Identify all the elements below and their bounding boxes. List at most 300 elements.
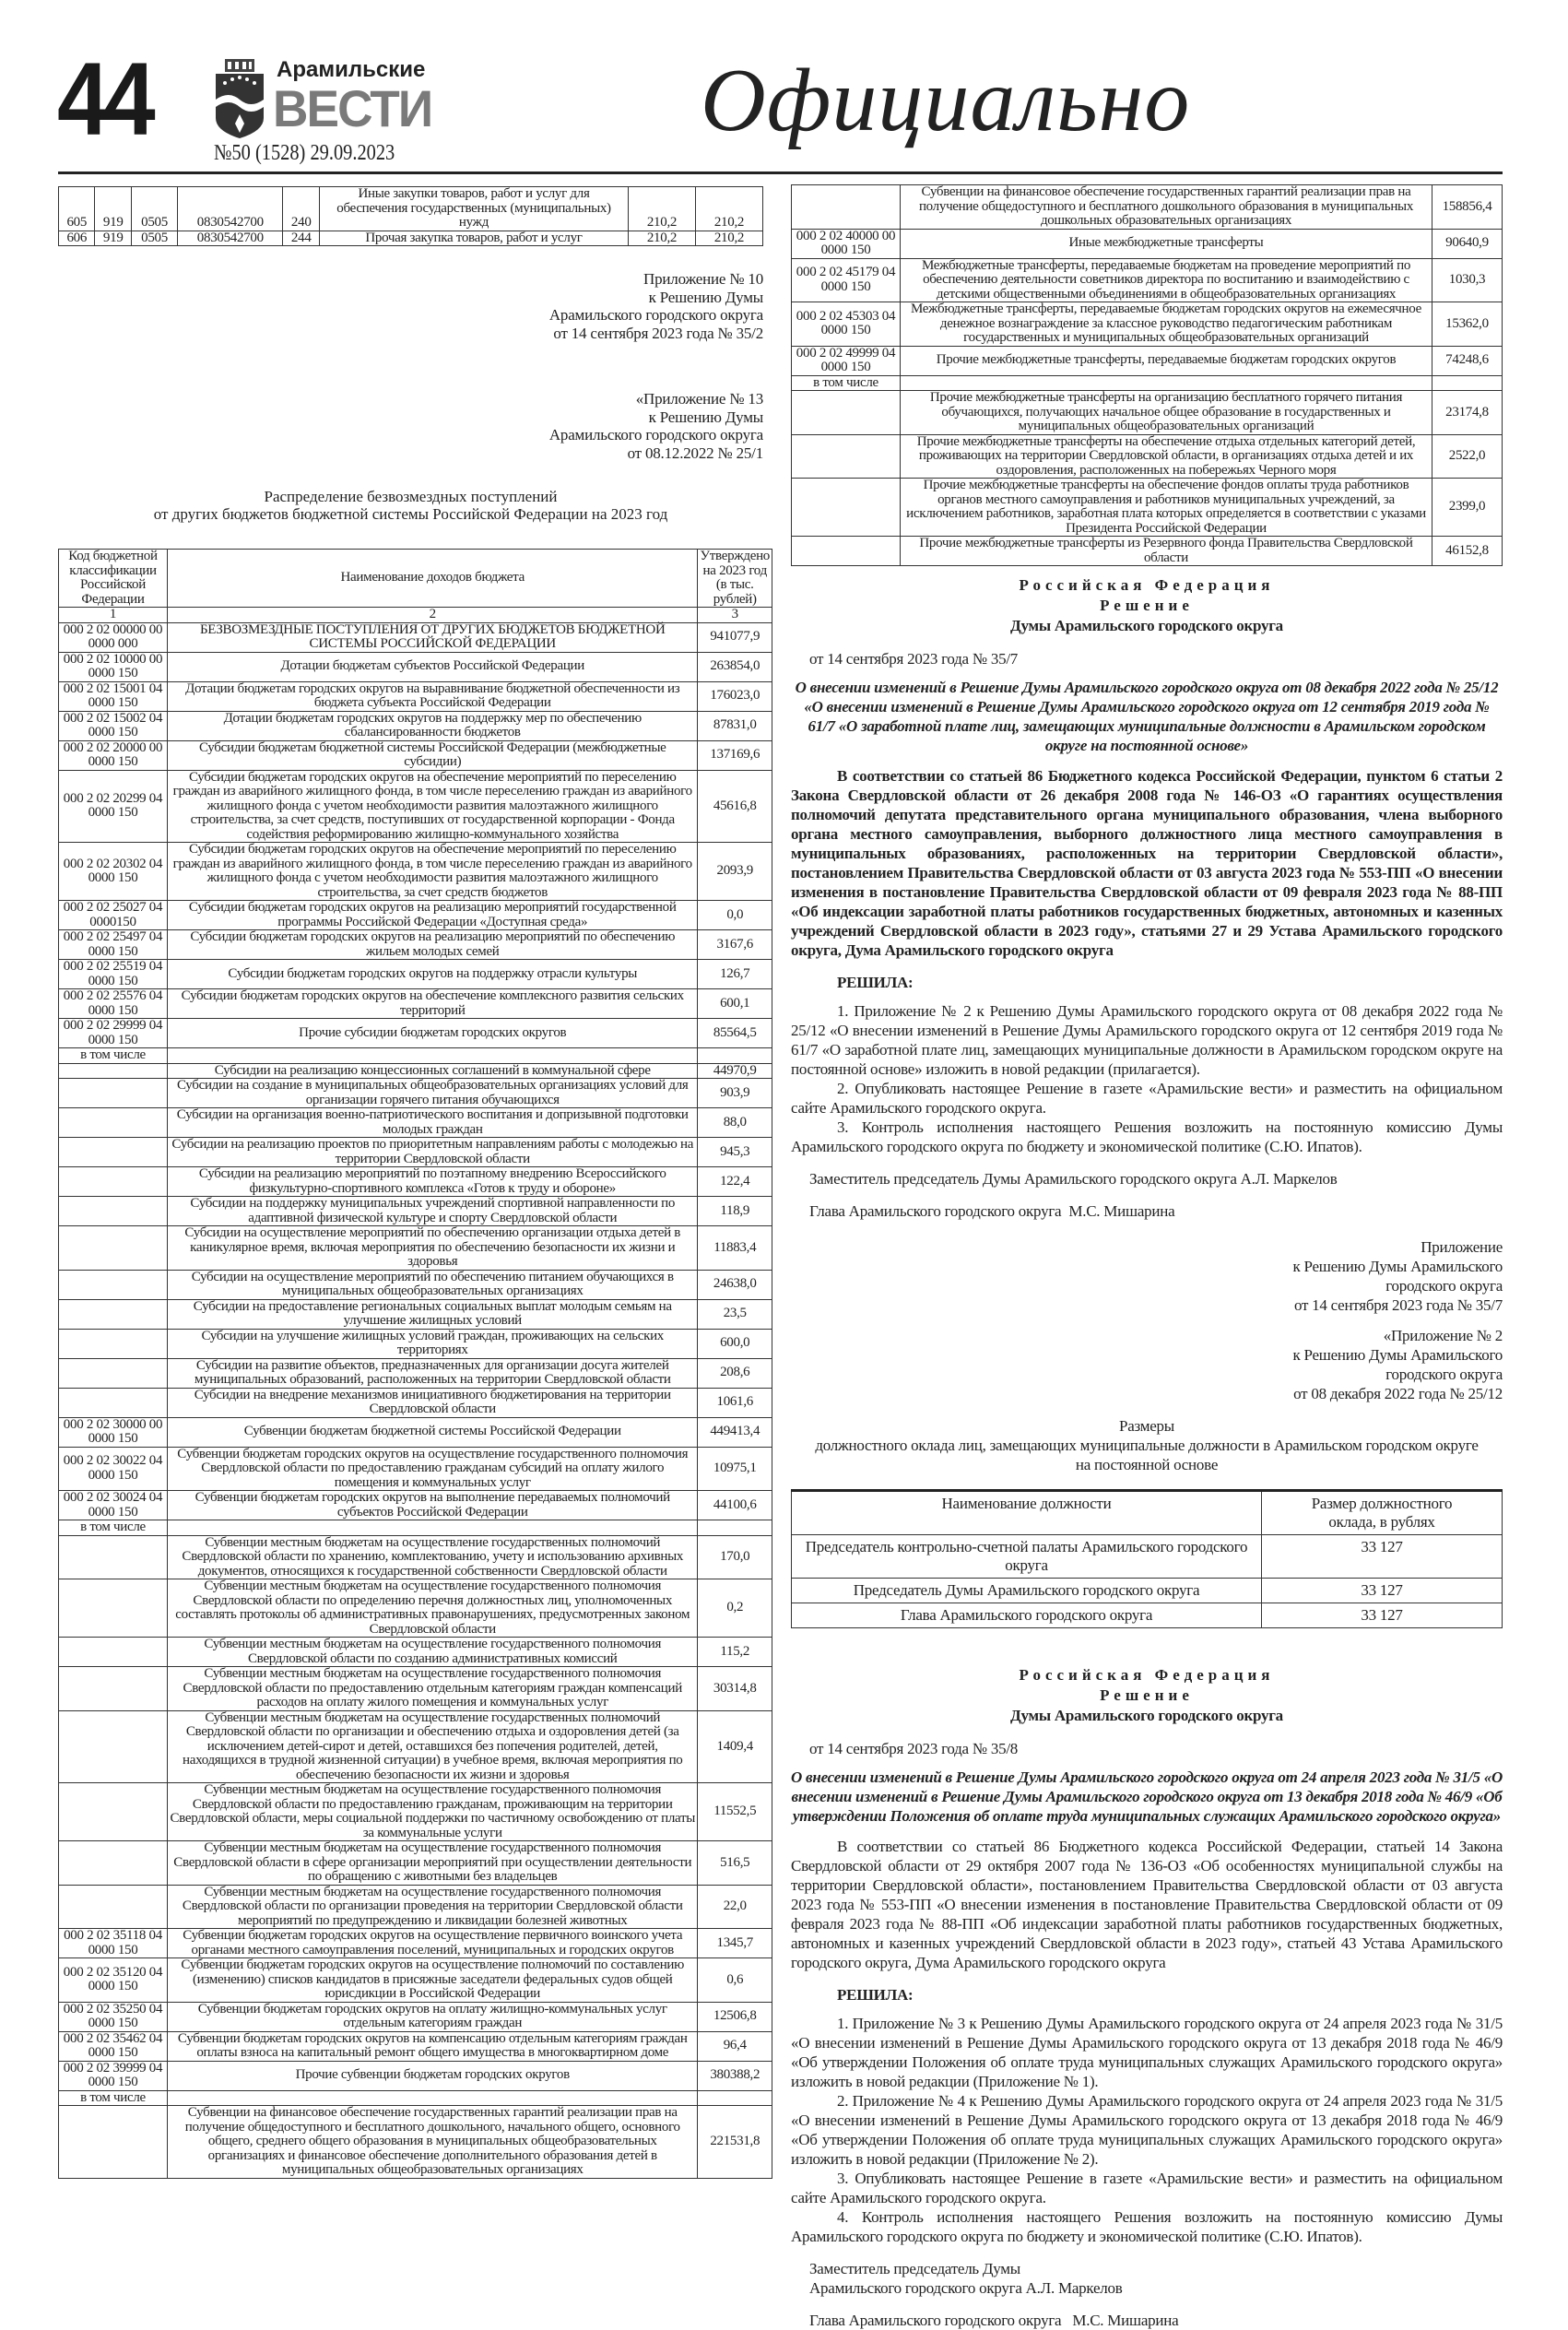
cell-name bbox=[168, 2090, 698, 2106]
cell-name: Прочие межбюджетные трансферты из Резервного фонда Правительства Свердловской области bbox=[901, 537, 1432, 566]
cell-code: 000 2 02 20302 04 0000 150 bbox=[59, 843, 168, 901]
cell-name: Иные закупки товаров, работ и услуг для обеспечения государственных (муниципальных) нужд bbox=[320, 187, 629, 231]
title-line: Распределение безвозмездных поступлений bbox=[264, 488, 558, 505]
table-row bbox=[59, 901, 772, 930]
cell-code: 000 2 02 35462 04 0000 150 bbox=[59, 2031, 168, 2061]
cell-value: 210,2 bbox=[696, 187, 763, 231]
logo-line1: Арамильские bbox=[277, 57, 426, 82]
header-value: Утверждено на 2023 год (в тыс. рублей) bbox=[698, 550, 772, 608]
table-row bbox=[59, 2031, 772, 2061]
cell-name: Субсидии бюджетам городских округов на реализацию мероприятий государственной программы Российской Федерации «Доступная среда» bbox=[168, 901, 698, 930]
cell-name: Субсидии бюджетам городских округов на обеспечение мероприятий по переселению граждан из аварийного жилищного фонда, в том числе переселению граждан из аварийного жилищного фонда с учетом необходимости развития малоэтажного жилищного строительства, за счет средств бюджетов bbox=[168, 843, 698, 901]
appendix-line: к Решению Думы Арамильского bbox=[1292, 1258, 1503, 1275]
cell-name: Субвенции местным бюджетам на осуществление государственного полномочия Свердловской области по предоставлению гражданам, проживающим на территории Свердловской области, меры социальной поддержки по частичному освобождению от платы за коммунальные услуги bbox=[168, 1783, 698, 1841]
cell-name: Межбюджетные трансферты, передаваемые бюджетам на проведение мероприятий по обеспечению деятельности советников директора по воспитанию и взаимодействию с детскими общественными объединениями в общеобразовательных организациях bbox=[901, 258, 1432, 302]
cell-name: Субсидии на реализацию мероприятий по поэтапному внедрению Всероссийского физкультурно-спортивного комплекса «Готов к труду и обороне» bbox=[168, 1167, 698, 1197]
cell-value: 170,0 bbox=[698, 1535, 772, 1579]
cell-name bbox=[168, 1520, 698, 1536]
cell-value: 2522,0 bbox=[1432, 434, 1503, 479]
cell-value: 3167,6 bbox=[698, 930, 772, 960]
table-row bbox=[59, 1270, 772, 1299]
cell-gr: 919 bbox=[95, 231, 131, 246]
appendix-line: городского округа bbox=[1385, 1366, 1503, 1383]
cell-code bbox=[59, 1638, 168, 1667]
cell-value: 24638,0 bbox=[698, 1270, 772, 1299]
issue-number: №50 (1528) 29.09.2023 bbox=[214, 141, 395, 165]
appendix-line: Арамильского городского округа bbox=[548, 426, 763, 444]
cell-code bbox=[59, 1841, 168, 1886]
cell-value: 600,0 bbox=[698, 1329, 772, 1358]
cell-code: в том числе bbox=[59, 1520, 168, 1536]
cell-code: 000 2 02 49999 04 0000 150 bbox=[792, 346, 901, 375]
cell-type: 244 bbox=[283, 231, 320, 246]
cell-target: 0830542700 bbox=[178, 231, 283, 246]
decision2-preamble: В соответствии со статьей 86 Бюджетного кодекса Российской Федерации, статьей 14 Закона Свердловской области от 29 октября 2007 года № 136-ОЗ «Об особенностях муниципальной службы на территории Свердловской области», постановлением Правительства Свердловской области от 03 августа 2023 года № 553-ПП «О внесении изменения в постановление Правительства Свердловской области от 09 февраля 2023 года № 88-ПП «Об индексации заработной платы работников государственных бюджетных, автономных и казенных учреждений Свердловской области в 2023 году», статьей 43 Устава Арамильского городского округа, Дума Арамильского городского округа bbox=[791, 1838, 1503, 1971]
cell-value: 23174,8 bbox=[1432, 391, 1503, 435]
section-title: Официально bbox=[701, 51, 1191, 150]
cell-value: 941077,9 bbox=[698, 622, 772, 652]
cell-value: 380388,2 bbox=[698, 2061, 772, 2090]
col-number: 1 bbox=[59, 608, 168, 623]
cell-value: 87831,0 bbox=[698, 711, 772, 740]
cell-value: 12506,8 bbox=[698, 2002, 772, 2031]
decision1-title: О внесении изменений в Решение Думы Арамильского городского округа от 08 декабря 2022 года № 25/12 «О внесении изменений в Решение Думы Арамильского городского округа от 12 сентября 2019 года № 61/7 «О заработной плате лиц, замещающих муниципальные должности в Арамильском городском округе на постоянной основе» bbox=[795, 679, 1499, 754]
table-row bbox=[59, 1447, 772, 1491]
title-line: должностного оклада лиц, замещающих муниципальные должности в Арамильском городском округе на постоянной основе bbox=[815, 1437, 1479, 1473]
cell-code bbox=[59, 1226, 168, 1271]
cell-name: Субвенции бюджетам городских округов на осуществление полномочий по составлению (изменению) списков кандидатов в присяжные заседатели федеральных судов общей юрисдикции в Российской Федерации bbox=[168, 1958, 698, 2003]
decision-item: 1. Приложение № 2 к Решению Думы Арамильского городского округа от 08 декабря 2022 года № 25/12 «О внесении изменений в Решение Думы Арамильского городского округа от 12 сентября 2019 года № 61/7 «О заработной плате лиц, замещающих муниципальные должности в Арамильском городском округе на постоянной основе» изложить в новой редакции (прилагается). bbox=[791, 1002, 1503, 1078]
cell-name: Субвенции бюджетам городских округов на осуществление первичного воинского учета органами местного самоуправления поселений, муниципальных и городских округов bbox=[168, 1929, 698, 1958]
cell-value: 176023,0 bbox=[698, 681, 772, 711]
cell-value: 903,9 bbox=[698, 1079, 772, 1108]
cell-name: Субсидии на реализацию концессионных соглашений в коммунальной сфере bbox=[168, 1063, 698, 1079]
table-row bbox=[59, 1108, 772, 1138]
decision-item: 2. Приложение № 4 к Решению Думы Арамильского городского округа от 24 апреля 2023 года № 31/5 «О внесении изменений в Решение Думы Арамильского городского округа от 13 декабря 2018 года № 46/9 «Об утверждении Положения об оплате труда муниципальных служащих Арамильского городского округа» изложить в новой редакции (Приложение № 2). bbox=[791, 2092, 1503, 2168]
decision2-date: от 14 сентября 2023 года № 35/8 bbox=[809, 1740, 1019, 1757]
cell-code bbox=[59, 1535, 168, 1579]
decision1-signature-head: Глава Арамильского городского округа М.С. Мишарина bbox=[809, 1202, 1175, 1220]
table-row bbox=[59, 1197, 772, 1226]
decision2-resolved: РЕШИЛА: bbox=[837, 1986, 914, 2004]
table-row bbox=[59, 1299, 772, 1329]
cell-name: Субсидии на организация военно-патриотического воспитания и допризывной подготовки молодых граждан bbox=[168, 1108, 698, 1138]
doc-type-heading: Решение bbox=[1100, 1686, 1194, 1704]
decision1-appendix2-note bbox=[791, 1326, 1503, 1403]
cell-value: 210,2 bbox=[629, 231, 696, 246]
decision2-signature-head: Глава Арамильского городского округа М.С. Мишарина bbox=[809, 2312, 1179, 2329]
decision1-date: от 14 сентября 2023 года № 35/7 bbox=[809, 650, 1019, 668]
cell-code: 000 2 02 25519 04 0000 150 bbox=[59, 960, 168, 989]
table-row bbox=[792, 1579, 1503, 1603]
country-heading: Российская Федерация bbox=[1019, 576, 1275, 594]
cell-code bbox=[59, 1783, 168, 1841]
cell-name: Субсидии на улучшение жилищных условий граждан, проживающих на сельских территориях bbox=[168, 1329, 698, 1358]
cell-value: 74248,6 bbox=[1432, 346, 1503, 375]
table-row bbox=[59, 187, 763, 231]
revenue-table bbox=[58, 549, 772, 2179]
table-row bbox=[59, 1535, 772, 1579]
decision1-items bbox=[791, 1001, 1503, 1156]
cell-code bbox=[59, 1579, 168, 1638]
table-row bbox=[792, 375, 1503, 391]
cell-value: 90640,9 bbox=[1432, 229, 1503, 258]
table-row bbox=[59, 930, 772, 960]
header-salary: Размер должностного оклада, в рублях bbox=[1262, 1491, 1503, 1535]
cell-code: в том числе bbox=[792, 375, 901, 391]
appendix-line: Приложение bbox=[1421, 1238, 1503, 1256]
newspaper-logo bbox=[212, 57, 433, 140]
cell-name: Субсидии на реализацию проектов по приоритетным направлениям работы с молодежью на территории Свердловской области bbox=[168, 1138, 698, 1167]
cell-value: 945,3 bbox=[698, 1138, 772, 1167]
cell-value: 2399,0 bbox=[1432, 479, 1503, 537]
table-row bbox=[59, 1638, 772, 1667]
cell-code bbox=[59, 1138, 168, 1167]
appendix-line: от 14 сентября 2023 года № 35/2 bbox=[553, 324, 763, 342]
cell-num: 606 bbox=[59, 231, 95, 246]
cell-code bbox=[59, 1108, 168, 1138]
cell-code: 000 2 02 25576 04 0000 150 bbox=[59, 989, 168, 1019]
table-row bbox=[59, 1783, 772, 1841]
header-name: Наименование доходов бюджета bbox=[168, 550, 698, 608]
cell-name: Субвенции местным бюджетам на осуществление государственного полномочия Свердловской области по предоставлению отдельным категориям граждан компенсаций расходов на оплату жилого помещения и коммунальных услуг bbox=[168, 1667, 698, 1711]
cell-value: 30314,8 bbox=[698, 1667, 772, 1711]
cell-name: Дотации бюджетам субъектов Российской Федерации bbox=[168, 652, 698, 681]
cell-value: 1030,3 bbox=[1432, 258, 1503, 302]
cell-name: Субсидии бюджетам бюджетной системы Российской Федерации (межбюджетные субсидии) bbox=[168, 740, 698, 770]
cell-value: 221531,8 bbox=[698, 2106, 772, 2179]
cell-code bbox=[59, 1063, 168, 1079]
table-row bbox=[59, 989, 772, 1019]
decision1-appendix-note bbox=[791, 1237, 1503, 1315]
table-row bbox=[59, 1358, 772, 1388]
cell-name: Субвенции местным бюджетам на осуществление государственных полномочий Свердловской области по организации и обеспечению отдыха и оздоровления детей (за исключением детей-сирот и детей, оставшихся без попечения родителей, детей, находящихся в трудной жизненной ситуации) в учебное время, включая мероприятия по обеспечению безопасности их жизни и здоровья bbox=[168, 1710, 698, 1783]
cell-value: 0,2 bbox=[698, 1579, 772, 1638]
cell-salary: 33 127 bbox=[1262, 1535, 1503, 1579]
cell-section: 0505 bbox=[131, 187, 177, 231]
table-row bbox=[792, 346, 1503, 375]
cell-name: Прочие межбюджетные трансферты на обеспечение отдыха отдельных категорий детей, проживающих на территории Свердловской области, в организациях отдыха детей и их оздоровления, расположенных на побережьях Черного моря bbox=[901, 434, 1432, 479]
appendix-line: к Решению Думы bbox=[648, 408, 763, 426]
table-row bbox=[792, 391, 1503, 435]
table-row bbox=[59, 1063, 772, 1079]
decision2-header bbox=[791, 1665, 1503, 1726]
decision-item: 4. Контроль исполнения настоящего Решения возложить на постоянную комиссию Думы Арамильского городского округа по бюджету и экономической политике (С.Ю. Ипатов). bbox=[791, 2208, 1503, 2245]
signature-line: Заместитель председатель Думы bbox=[809, 2260, 1020, 2277]
cell-value: 0,6 bbox=[698, 1958, 772, 2003]
table-row bbox=[792, 434, 1503, 479]
table-row bbox=[792, 185, 1503, 230]
table-row bbox=[792, 479, 1503, 537]
cell-name bbox=[901, 375, 1432, 391]
cell-value: 158856,4 bbox=[1432, 185, 1503, 230]
appendix-line: к Решению Думы Арамильского bbox=[1292, 1346, 1503, 1364]
cell-value: 96,4 bbox=[698, 2031, 772, 2061]
cell-name: Субвенции на финансовое обеспечение государственных гарантий реализации прав на получение общедоступного и бесплатного дошкольного, начального общего, основного общего, среднего общего образования в муниципальных общеобразовательных организациях и финансовое обеспечение дополнительного образования детей в муниципальных общеобразовательных организациях bbox=[168, 2106, 698, 2179]
cell-name: Межбюджетные трансферты, передаваемые бюджетам городских округов на ежемесячное денежное вознаграждение за классное руководство педагогическим работникам государственных и муниципальных общеобразовательных организаций bbox=[901, 302, 1432, 347]
cell-code: 000 2 02 10000 00 0000 150 bbox=[59, 652, 168, 681]
cell-code bbox=[792, 537, 901, 566]
table-row bbox=[59, 843, 772, 901]
cell-name: БЕЗВОЗМЕЗДНЫЕ ПОСТУПЛЕНИЯ ОТ ДРУГИХ БЮДЖЕТОВ БЮДЖЕТНОЙ СИСТЕМЫ РОССИЙСКОЙ ФЕДЕРАЦИИ bbox=[168, 622, 698, 652]
cell-target: 0830542700 bbox=[178, 187, 283, 231]
cell-value: 88,0 bbox=[698, 1108, 772, 1138]
cell-code: 000 2 02 30022 04 0000 150 bbox=[59, 1447, 168, 1491]
cell-code bbox=[59, 1329, 168, 1358]
cell-name: Субвенции местным бюджетам на осуществление государственного полномочия Свердловской области по созданию административных комиссий bbox=[168, 1638, 698, 1667]
cell-gr: 919 bbox=[95, 187, 131, 231]
right-column bbox=[791, 184, 1503, 2330]
cell-value: 600,1 bbox=[698, 989, 772, 1019]
decision2-title: О внесении изменений в Решение Думы Арамильского городского округа от 24 апреля 2023 года № 31/5 «О внесении изменений в Решение Думы Арамильского городского округа от 13 декабря 2018 года № 46/9 «Об утверждении Положения об оплате труда муниципальных служащих Арамильского городского округа» bbox=[791, 1768, 1503, 1825]
cell-section: 0505 bbox=[131, 231, 177, 246]
cell-name: Субсидии на осуществление мероприятий по обеспечению организации отдыха детей в каникулярное время, включая мероприятия по обеспечению безопасности их жизни и здоровья bbox=[168, 1226, 698, 1271]
cell-code bbox=[59, 1710, 168, 1783]
doc-type-heading: Решение bbox=[1100, 597, 1194, 614]
cell-value: 516,5 bbox=[698, 1841, 772, 1886]
cell-code bbox=[59, 1299, 168, 1329]
title-line: Размеры bbox=[1119, 1417, 1174, 1435]
table-row bbox=[59, 2002, 772, 2031]
cell-name: Прочая закупка товаров, работ и услуг bbox=[320, 231, 629, 246]
cell-code: 000 2 02 20000 00 0000 150 bbox=[59, 740, 168, 770]
cell-value: 0,0 bbox=[698, 901, 772, 930]
decision-item: 2. Опубликовать настоящее Решение в газете «Арамильские вести» и разместить на официальном сайте Арамильского городского округа. bbox=[791, 1080, 1503, 1117]
cell-name: Субсидии бюджетам городских округов на реализацию мероприятий по обеспечению жильем молодых семей bbox=[168, 930, 698, 960]
cell-value: 208,6 bbox=[698, 1358, 772, 1388]
appendix-line: к Решению Думы bbox=[648, 288, 763, 306]
cell-name: Субсидии на поддержку муниципальных учреждений спортивной направленности по адаптивной физической культуре и спорту Свердловской области bbox=[168, 1197, 698, 1226]
cell-name: Прочие субвенции бюджетам городских округов bbox=[168, 2061, 698, 2090]
cell-value: 1061,6 bbox=[698, 1388, 772, 1417]
cell-name: Дотации бюджетам городских округов на выравнивание бюджетной обеспеченности из бюджета субъекта Российской Федерации bbox=[168, 681, 698, 711]
table-row bbox=[59, 1579, 772, 1638]
decision1-preamble: В соответствии со статьей 86 Бюджетного кодекса Российской Федерации, пунктом 6 статьи 2 Закона Свердловской области от 26 декабря 2008 года № 146-ОЗ «О гарантиях осуществления полномочий депутата представительного органа муниципального образования, члена выборного органа местного самоуправления, выборного должностного лица местного самоуправления в муниципальных образованиях, расположенных на территории Свердловской области», постановлением Правительства Свердловской области от 03 августа 2023 года № 553-ПП «О внесении изменения в постановление Правительства Свердловской области от 09 февраля 2023 года № 88-ПП «Об индексации заработной платы работников государственных бюджетных, автономных и казенных учреждений Свердловской области в 2023 году», статьями 27 и 29 Устава Арамильского городского округа, Дума Арамильского городского округа bbox=[791, 767, 1503, 959]
table-row bbox=[59, 2061, 772, 2090]
appendix-line: от 08 декабря 2022 года № 25/12 bbox=[1293, 1385, 1503, 1402]
cell-name: Прочие межбюджетные трансферты, передаваемые бюджетам городских округов bbox=[901, 346, 1432, 375]
cell-value: 115,2 bbox=[698, 1638, 772, 1667]
table-row bbox=[59, 1138, 772, 1167]
cell-code bbox=[59, 1667, 168, 1711]
cell-value bbox=[698, 1520, 772, 1536]
cell-name bbox=[168, 1048, 698, 1064]
cell-code bbox=[792, 479, 901, 537]
cell-value: 210,2 bbox=[696, 231, 763, 246]
cell-code bbox=[59, 1270, 168, 1299]
appendix-line: Арамильского городского округа bbox=[548, 306, 763, 324]
cell-value: 85564,5 bbox=[698, 1019, 772, 1048]
cell-code bbox=[792, 434, 901, 479]
decision2-signature-deputy bbox=[791, 2259, 1503, 2298]
table-row bbox=[59, 2090, 772, 2106]
distribution-title bbox=[58, 488, 763, 523]
cell-position: Председатель контрольно-счетной палаты Арамильского городского округа bbox=[792, 1535, 1262, 1579]
cell-name: Субсидии на развитие объектов, предназначенных для организации досуга жителей муниципальных образований, расположенных на территории Свердловской области bbox=[168, 1358, 698, 1388]
cell-name: Дотации бюджетам городских округов на поддержку мер по обеспечению сбалансированности бюджетов bbox=[168, 711, 698, 740]
table-row bbox=[59, 1929, 772, 1958]
table-row bbox=[792, 1603, 1503, 1628]
cell-code: 000 2 02 20299 04 0000 150 bbox=[59, 770, 168, 843]
appendix-line: от 08.12.2022 № 25/1 bbox=[627, 444, 763, 462]
cell-code: 000 2 02 39999 04 0000 150 bbox=[59, 2061, 168, 2090]
table-row bbox=[59, 770, 772, 843]
table-row bbox=[59, 1079, 772, 1108]
decision-item: 1. Приложение № 3 к Решению Думы Арамильского городского округа от 24 апреля 2023 года № 31/5 «О внесении изменений в Решение Думы Арамильского городского округа от 13 декабря 2018 года № 46/9 «Об утверждении Положения об оплате труда муниципальных служащих Арамильского городского округа» изложить в новой редакции (Приложение № 1). bbox=[791, 2015, 1503, 2090]
cell-value: 1409,4 bbox=[698, 1710, 772, 1783]
cell-code bbox=[792, 391, 901, 435]
cell-name: Субсидии на внедрение механизмов инициативного бюджетирования на территории Свердловской области bbox=[168, 1388, 698, 1417]
cell-name: Субвенции бюджетам городских округов на оплату жилищно-коммунальных услуг отдельным категориям граждан bbox=[168, 2002, 698, 2031]
appendix-10-note bbox=[58, 270, 763, 342]
cell-code: 000 2 02 40000 00 0000 150 bbox=[792, 229, 901, 258]
cell-code bbox=[59, 1197, 168, 1226]
decision1-resolved: РЕШИЛА: bbox=[837, 974, 914, 991]
cell-name: Субсидии бюджетам городских округов на поддержку отрасли культуры bbox=[168, 960, 698, 989]
cell-code bbox=[59, 1167, 168, 1197]
expense-table-fragment bbox=[58, 186, 763, 246]
cell-salary: 33 127 bbox=[1262, 1579, 1503, 1603]
column-number-row bbox=[59, 608, 772, 623]
cell-code: 000 2 02 00000 00 0000 000 bbox=[59, 622, 168, 652]
decision1-header bbox=[791, 575, 1503, 636]
cell-value bbox=[698, 1048, 772, 1064]
cell-value: 23,5 bbox=[698, 1299, 772, 1329]
appendix-line: «Приложение № 13 bbox=[635, 390, 763, 408]
page-number: 44 bbox=[57, 41, 151, 157]
cell-name: Субсидии бюджетам городских округов на обеспечение мероприятий по переселению граждан из аварийного жилищного фонда, в том числе переселению граждан из аварийного жилищного фонда с учетом необходимости развития малоэтажного жилищного строительства, за счет средств, поступивших от государственной корпорации - Фонда содействия реформированию жилищно-коммунального хозяйства bbox=[168, 770, 698, 843]
header-code: Код бюджетной классификации Российской Федерации bbox=[59, 550, 168, 608]
table-row bbox=[59, 740, 772, 770]
table-header-row bbox=[792, 1491, 1503, 1535]
decision2-items bbox=[791, 2014, 1503, 2246]
appendix-line: от 14 сентября 2023 года № 35/7 bbox=[1293, 1296, 1503, 1314]
table-row bbox=[792, 229, 1503, 258]
table-row bbox=[59, 1329, 772, 1358]
cell-code: в том числе bbox=[59, 1048, 168, 1064]
table-row bbox=[59, 1019, 772, 1048]
cell-value: 122,4 bbox=[698, 1167, 772, 1197]
cell-value: 2093,9 bbox=[698, 843, 772, 901]
cell-value: 126,7 bbox=[698, 960, 772, 989]
table-row bbox=[59, 1710, 772, 1783]
table-row bbox=[59, 681, 772, 711]
cell-name: Субвенции местным бюджетам на осуществление государственного полномочия Свердловской области по определению перечня должностных лиц, уполномоченных составлять протоколы об административных правонарушениях, предусмотренных законом Свердловской области bbox=[168, 1579, 698, 1638]
cell-code: 000 2 02 25497 04 0000 150 bbox=[59, 930, 168, 960]
cell-position: Глава Арамильского городского округа bbox=[792, 1603, 1262, 1628]
table-row bbox=[59, 231, 763, 246]
cell-name: Субвенции бюджетам городских округов на выполнение передаваемых полномочий субъектов Российской Федерации bbox=[168, 1491, 698, 1520]
cell-value: 46152,8 bbox=[1432, 537, 1503, 566]
decision-item: 3. Контроль исполнения настоящего Решения возложить на постоянную комиссию Думы Арамильского городского округа по бюджету и экономической политике (С.Ю. Ипатов). bbox=[791, 1118, 1503, 1155]
cell-num: 605 bbox=[59, 187, 95, 231]
cell-value: 118,9 bbox=[698, 1197, 772, 1226]
cell-value: 44100,6 bbox=[698, 1491, 772, 1520]
cell-value: 263854,0 bbox=[698, 652, 772, 681]
col-number: 2 bbox=[168, 608, 698, 623]
cell-name: Субсидии на создание в муниципальных общеобразовательных организациях условий для организации горячего питания обучающихся bbox=[168, 1079, 698, 1108]
decision-item: 3. Опубликовать настоящее Решение в газете «Арамильские вести» и разместить на официальном сайте Арамильского городского округа. bbox=[791, 2170, 1503, 2206]
table-row bbox=[59, 1226, 772, 1271]
cell-code bbox=[59, 1079, 168, 1108]
table-row bbox=[59, 960, 772, 989]
cell-value: 1345,7 bbox=[698, 1929, 772, 1958]
cell-name: Субвенции местным бюджетам на осуществление государственных полномочий Свердловской области по хранению, комплектованию, учету и использованию архивных документов, относящихся к государственной собственности Свердловской области bbox=[168, 1535, 698, 1579]
salary-table bbox=[791, 1489, 1503, 1628]
cell-name: Прочие межбюджетные трансферты на организацию бесплатного горячего питания обучающихся, получающих начальное общее образование в государственных и муниципальных общеобразовательных организаций bbox=[901, 391, 1432, 435]
cell-value: 137169,6 bbox=[698, 740, 772, 770]
cell-value: 44970,9 bbox=[698, 1063, 772, 1079]
cell-value bbox=[698, 2090, 772, 2106]
cell-value: 45616,8 bbox=[698, 770, 772, 843]
cell-code: 000 2 02 35120 04 0000 150 bbox=[59, 1958, 168, 2003]
cell-value: 10975,1 bbox=[698, 1447, 772, 1491]
table-row bbox=[59, 2106, 772, 2179]
table-row bbox=[59, 652, 772, 681]
cell-value bbox=[1432, 375, 1503, 391]
appendix-13-note bbox=[58, 390, 763, 462]
cell-name: Субсидии бюджетам городских округов на обеспечение комплексного развития сельских территорий bbox=[168, 989, 698, 1019]
cell-value: 22,0 bbox=[698, 1885, 772, 1929]
table-row bbox=[59, 1885, 772, 1929]
issuer-heading: Думы Арамильского городского округа bbox=[1010, 1707, 1283, 1724]
revenue-table-continued bbox=[791, 184, 1503, 566]
cell-name: Субсидии на предоставление региональных социальных выплат молодым семьям на улучшение жилищных условий bbox=[168, 1299, 698, 1329]
cell-value: 449413,4 bbox=[698, 1417, 772, 1447]
table-row bbox=[59, 1048, 772, 1064]
cell-code: 000 2 02 35250 04 0000 150 bbox=[59, 2002, 168, 2031]
coat-of-arms-icon bbox=[212, 57, 267, 140]
table-row bbox=[792, 537, 1503, 566]
col-number: 3 bbox=[698, 608, 772, 623]
cell-value: 210,2 bbox=[629, 187, 696, 231]
table-row bbox=[59, 1491, 772, 1520]
signature-line: Арамильского городского округа А.Л. Маркелов bbox=[809, 2279, 1123, 2297]
cell-position: Председатель Думы Арамильского городского округа bbox=[792, 1579, 1262, 1603]
cell-value: 11552,5 bbox=[698, 1783, 772, 1841]
cell-name: Субсидии на осуществление мероприятий по обеспечению питанием обучающихся в муниципальных общеобразовательных организациях bbox=[168, 1270, 698, 1299]
cell-code: 000 2 02 25027 04 0000150 bbox=[59, 901, 168, 930]
table-row bbox=[59, 1167, 772, 1197]
cell-code: 000 2 02 45303 04 0000 150 bbox=[792, 302, 901, 347]
cell-value: 15362,0 bbox=[1432, 302, 1503, 347]
cell-code bbox=[59, 2106, 168, 2179]
issuer-heading: Думы Арамильского городского округа bbox=[1010, 617, 1283, 634]
cell-name: Прочие субсидии бюджетам городских округов bbox=[168, 1019, 698, 1048]
cell-code: 000 2 02 45179 04 0000 150 bbox=[792, 258, 901, 302]
cell-code: 000 2 02 35118 04 0000 150 bbox=[59, 1929, 168, 1958]
table-row bbox=[59, 1520, 772, 1536]
cell-code: 000 2 02 29999 04 0000 150 bbox=[59, 1019, 168, 1048]
cell-value: 11883,4 bbox=[698, 1226, 772, 1271]
decision1-signature-deputy: Заместитель председатель Думы Арамильского городского округа А.Л. Маркелов bbox=[809, 1170, 1338, 1188]
cell-code: 000 2 02 15002 04 0000 150 bbox=[59, 711, 168, 740]
cell-name: Субвенции на финансовое обеспечение государственных гарантий реализации прав на получение общедоступного и бесплатного дошкольного образования в муниципальных дошкольных образовательных организациях bbox=[901, 185, 1432, 230]
cell-name: Субвенции местным бюджетам на осуществление государственного полномочия Свердловской области в сфере организации мероприятий при осуществлении деятельности по обращению с животными без владельцев bbox=[168, 1841, 698, 1886]
table-row bbox=[792, 302, 1503, 347]
cell-name: Субвенции местным бюджетам на осуществление государственного полномочия Свердловской области по организации проведения на территории Свердловской области мероприятий по предупреждению и ликвидации болезней животных bbox=[168, 1885, 698, 1929]
cell-code: 000 2 02 30024 04 0000 150 bbox=[59, 1491, 168, 1520]
logo-line2: ВЕСТИ bbox=[273, 79, 432, 137]
table-row bbox=[59, 1841, 772, 1886]
table-row bbox=[59, 622, 772, 652]
table-row bbox=[59, 1388, 772, 1417]
cell-code bbox=[792, 185, 901, 230]
cell-name: Прочие межбюджетные трансферты на обеспечение фондов оплаты труда работников органов местного самоуправления и работников муниципальных учреждений, за исключением работников, заработная плата которых определяется в соответствии с указами Президента Российской Федерации bbox=[901, 479, 1432, 537]
cell-code: 000 2 02 15001 04 0000 150 bbox=[59, 681, 168, 711]
table-row bbox=[792, 1535, 1503, 1579]
appendix-line: «Приложение № 2 bbox=[1383, 1327, 1503, 1344]
